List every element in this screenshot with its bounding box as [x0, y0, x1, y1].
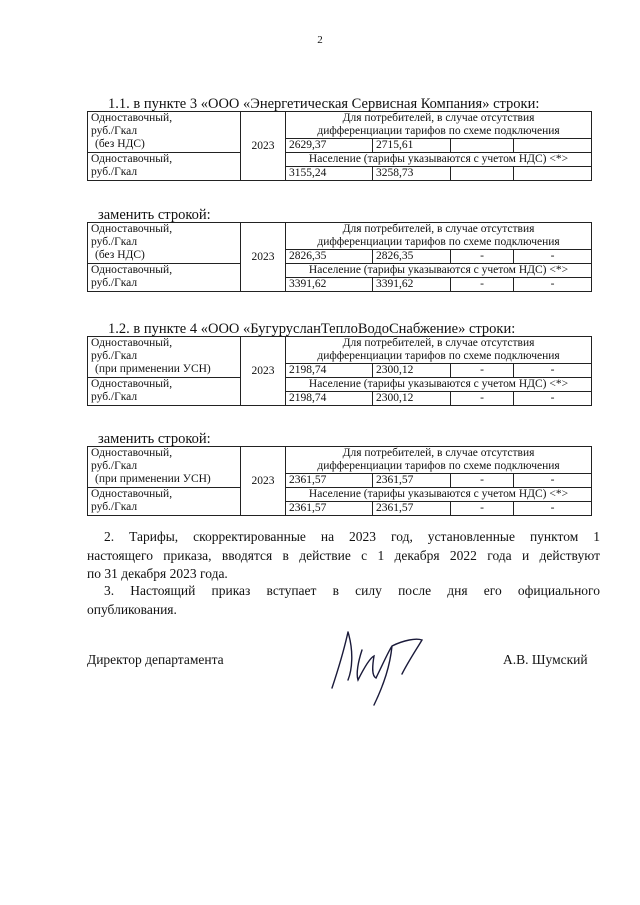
- tariff-value: -: [451, 364, 514, 378]
- header-line: дифференциации тарифов по схеме подключения: [317, 460, 560, 472]
- label-line: руб./Гкал: [91, 166, 138, 178]
- tariff-value: -: [451, 474, 514, 488]
- label-line: Одноставочный,: [91, 488, 173, 500]
- header-line: Для потребителей, в случае отсутствия: [342, 112, 535, 124]
- tariff-value: 2198,74: [286, 392, 373, 406]
- tariff-value: 3155,24: [286, 167, 373, 181]
- row-label-population: [88, 378, 241, 406]
- label-line: Одноставочный,: [91, 153, 173, 165]
- row-label-no-vat: [88, 447, 241, 488]
- tariff-value: [514, 167, 592, 181]
- paragraph-2: [87, 528, 600, 584]
- tariff-table: [87, 446, 592, 516]
- paragraph-2-line-1: 2. Тарифы, скорректированные на 2023 год, установленные пунктом 1: [104, 529, 600, 544]
- header-consumers: [286, 337, 592, 364]
- paragraph-3-line-2: опубликования.: [87, 601, 177, 617]
- header-population: Население (тарифы указываются с учетом НДС) <*>: [286, 488, 592, 502]
- tariff-value: -: [514, 364, 592, 378]
- label-line: Одноставочный,: [91, 447, 173, 459]
- row-label-no-vat: [88, 112, 241, 153]
- row-label-no-vat: [88, 223, 241, 264]
- section-heading: 1.1. в пункте 3 «ООО «Энергетическая Сервисная Компания» строки:: [108, 96, 540, 112]
- label-line: руб./Гкал: [91, 277, 138, 289]
- signatory-name: А.В. Шумский: [503, 652, 588, 667]
- tariff-value: 3391,62: [373, 278, 451, 292]
- label-line: руб./Гкал: [91, 460, 138, 472]
- tariff-value: -: [514, 278, 592, 292]
- tariff-value: 2629,37: [286, 139, 373, 153]
- label-line: руб./Гкал: [91, 350, 138, 362]
- tariff-table: [87, 111, 592, 181]
- tariff-value: 2300,12: [373, 364, 451, 378]
- paragraph-3-line-1: 3. Настоящий приказ вступает в силу после дня его официального: [104, 583, 600, 598]
- label-line: (без НДС): [95, 249, 145, 261]
- label-line: Одноставочный,: [91, 378, 173, 390]
- label-line: руб./Гкал: [91, 391, 138, 403]
- row-label-no-vat: [88, 337, 241, 378]
- label-line: руб./Гкал: [91, 125, 138, 137]
- tariff-value: 3391,62: [286, 278, 373, 292]
- year-cell: 2023: [241, 337, 286, 406]
- section-heading: заменить строкой:: [98, 207, 211, 223]
- label-line: руб./Гкал: [91, 501, 138, 513]
- tariff-value: -: [451, 392, 514, 406]
- signatory-title: Директор департамента: [87, 652, 224, 667]
- tariff-value: -: [514, 250, 592, 264]
- tariff-value: -: [514, 392, 592, 406]
- tariff-table: [87, 222, 592, 292]
- tariff-value: 2715,61: [373, 139, 451, 153]
- tariff-value: 2826,35: [373, 250, 451, 264]
- header-consumers: [286, 112, 592, 139]
- tariff-value: 2198,74: [286, 364, 373, 378]
- page-number: 2: [317, 34, 323, 46]
- header-consumers: [286, 223, 592, 250]
- header-population: Население (тарифы указываются с учетом НДС) <*>: [286, 264, 592, 278]
- tariff-value: 2361,57: [373, 474, 451, 488]
- header-consumers: [286, 447, 592, 474]
- header-population: Население (тарифы указываются с учетом НДС) <*>: [286, 378, 592, 392]
- header-population: Население (тарифы указываются с учетом НДС) <*>: [286, 153, 592, 167]
- tariff-value: 3258,73: [373, 167, 451, 181]
- row-label-population: [88, 264, 241, 292]
- tariff-value: -: [514, 502, 592, 516]
- tariff-value: 2361,57: [373, 502, 451, 516]
- header-line: дифференциации тарифов по схеме подключения: [317, 236, 560, 248]
- header-line: Для потребителей, в случае отсутствия: [342, 447, 535, 459]
- label-line: Одноставочный,: [91, 223, 173, 235]
- tariff-table: [87, 336, 592, 406]
- tariff-value: 2300,12: [373, 392, 451, 406]
- label-line: руб./Гкал: [91, 236, 138, 248]
- tariff-value: 2361,57: [286, 502, 373, 516]
- label-line: (при применении УСН): [95, 363, 211, 375]
- label-line: Одноставочный,: [91, 337, 173, 349]
- header-line: дифференциации тарифов по схеме подключения: [317, 125, 560, 137]
- tariff-value: -: [514, 474, 592, 488]
- row-label-population: [88, 488, 241, 516]
- tariff-value: -: [451, 250, 514, 264]
- label-line: (без НДС): [95, 138, 145, 150]
- paragraph-2-line-2: настоящего приказа, вводятся в действие с 1 декабря 2022 года и действуют: [87, 547, 600, 563]
- year-cell: 2023: [241, 447, 286, 516]
- tariff-value: [451, 139, 514, 153]
- tariff-value: -: [451, 278, 514, 292]
- tariff-value: 2361,57: [286, 474, 373, 488]
- section-heading: 1.2. в пункте 4 «ООО «БугурусланТеплоВодоСнабжение» строки:: [108, 321, 516, 337]
- tariff-value: [451, 167, 514, 181]
- tariff-value: -: [451, 502, 514, 516]
- label-line: Одноставочный,: [91, 264, 173, 276]
- section-heading: заменить строкой:: [98, 431, 211, 447]
- header-line: Для потребителей, в случае отсутствия: [342, 337, 535, 349]
- header-line: дифференциации тарифов по схеме подключения: [317, 350, 560, 362]
- paragraph-2-line-3: по 31 декабря 2023 года.: [87, 566, 228, 581]
- header-line: Для потребителей, в случае отсутствия: [342, 223, 535, 235]
- label-line: Одноставочный,: [91, 112, 173, 124]
- tariff-value: [514, 139, 592, 153]
- label-line: (при применении УСН): [95, 473, 211, 485]
- row-label-population: [88, 153, 241, 181]
- tariff-value: 2826,35: [286, 250, 373, 264]
- year-cell: 2023: [241, 223, 286, 292]
- year-cell: 2023: [241, 112, 286, 181]
- handwritten-signature: [318, 610, 438, 710]
